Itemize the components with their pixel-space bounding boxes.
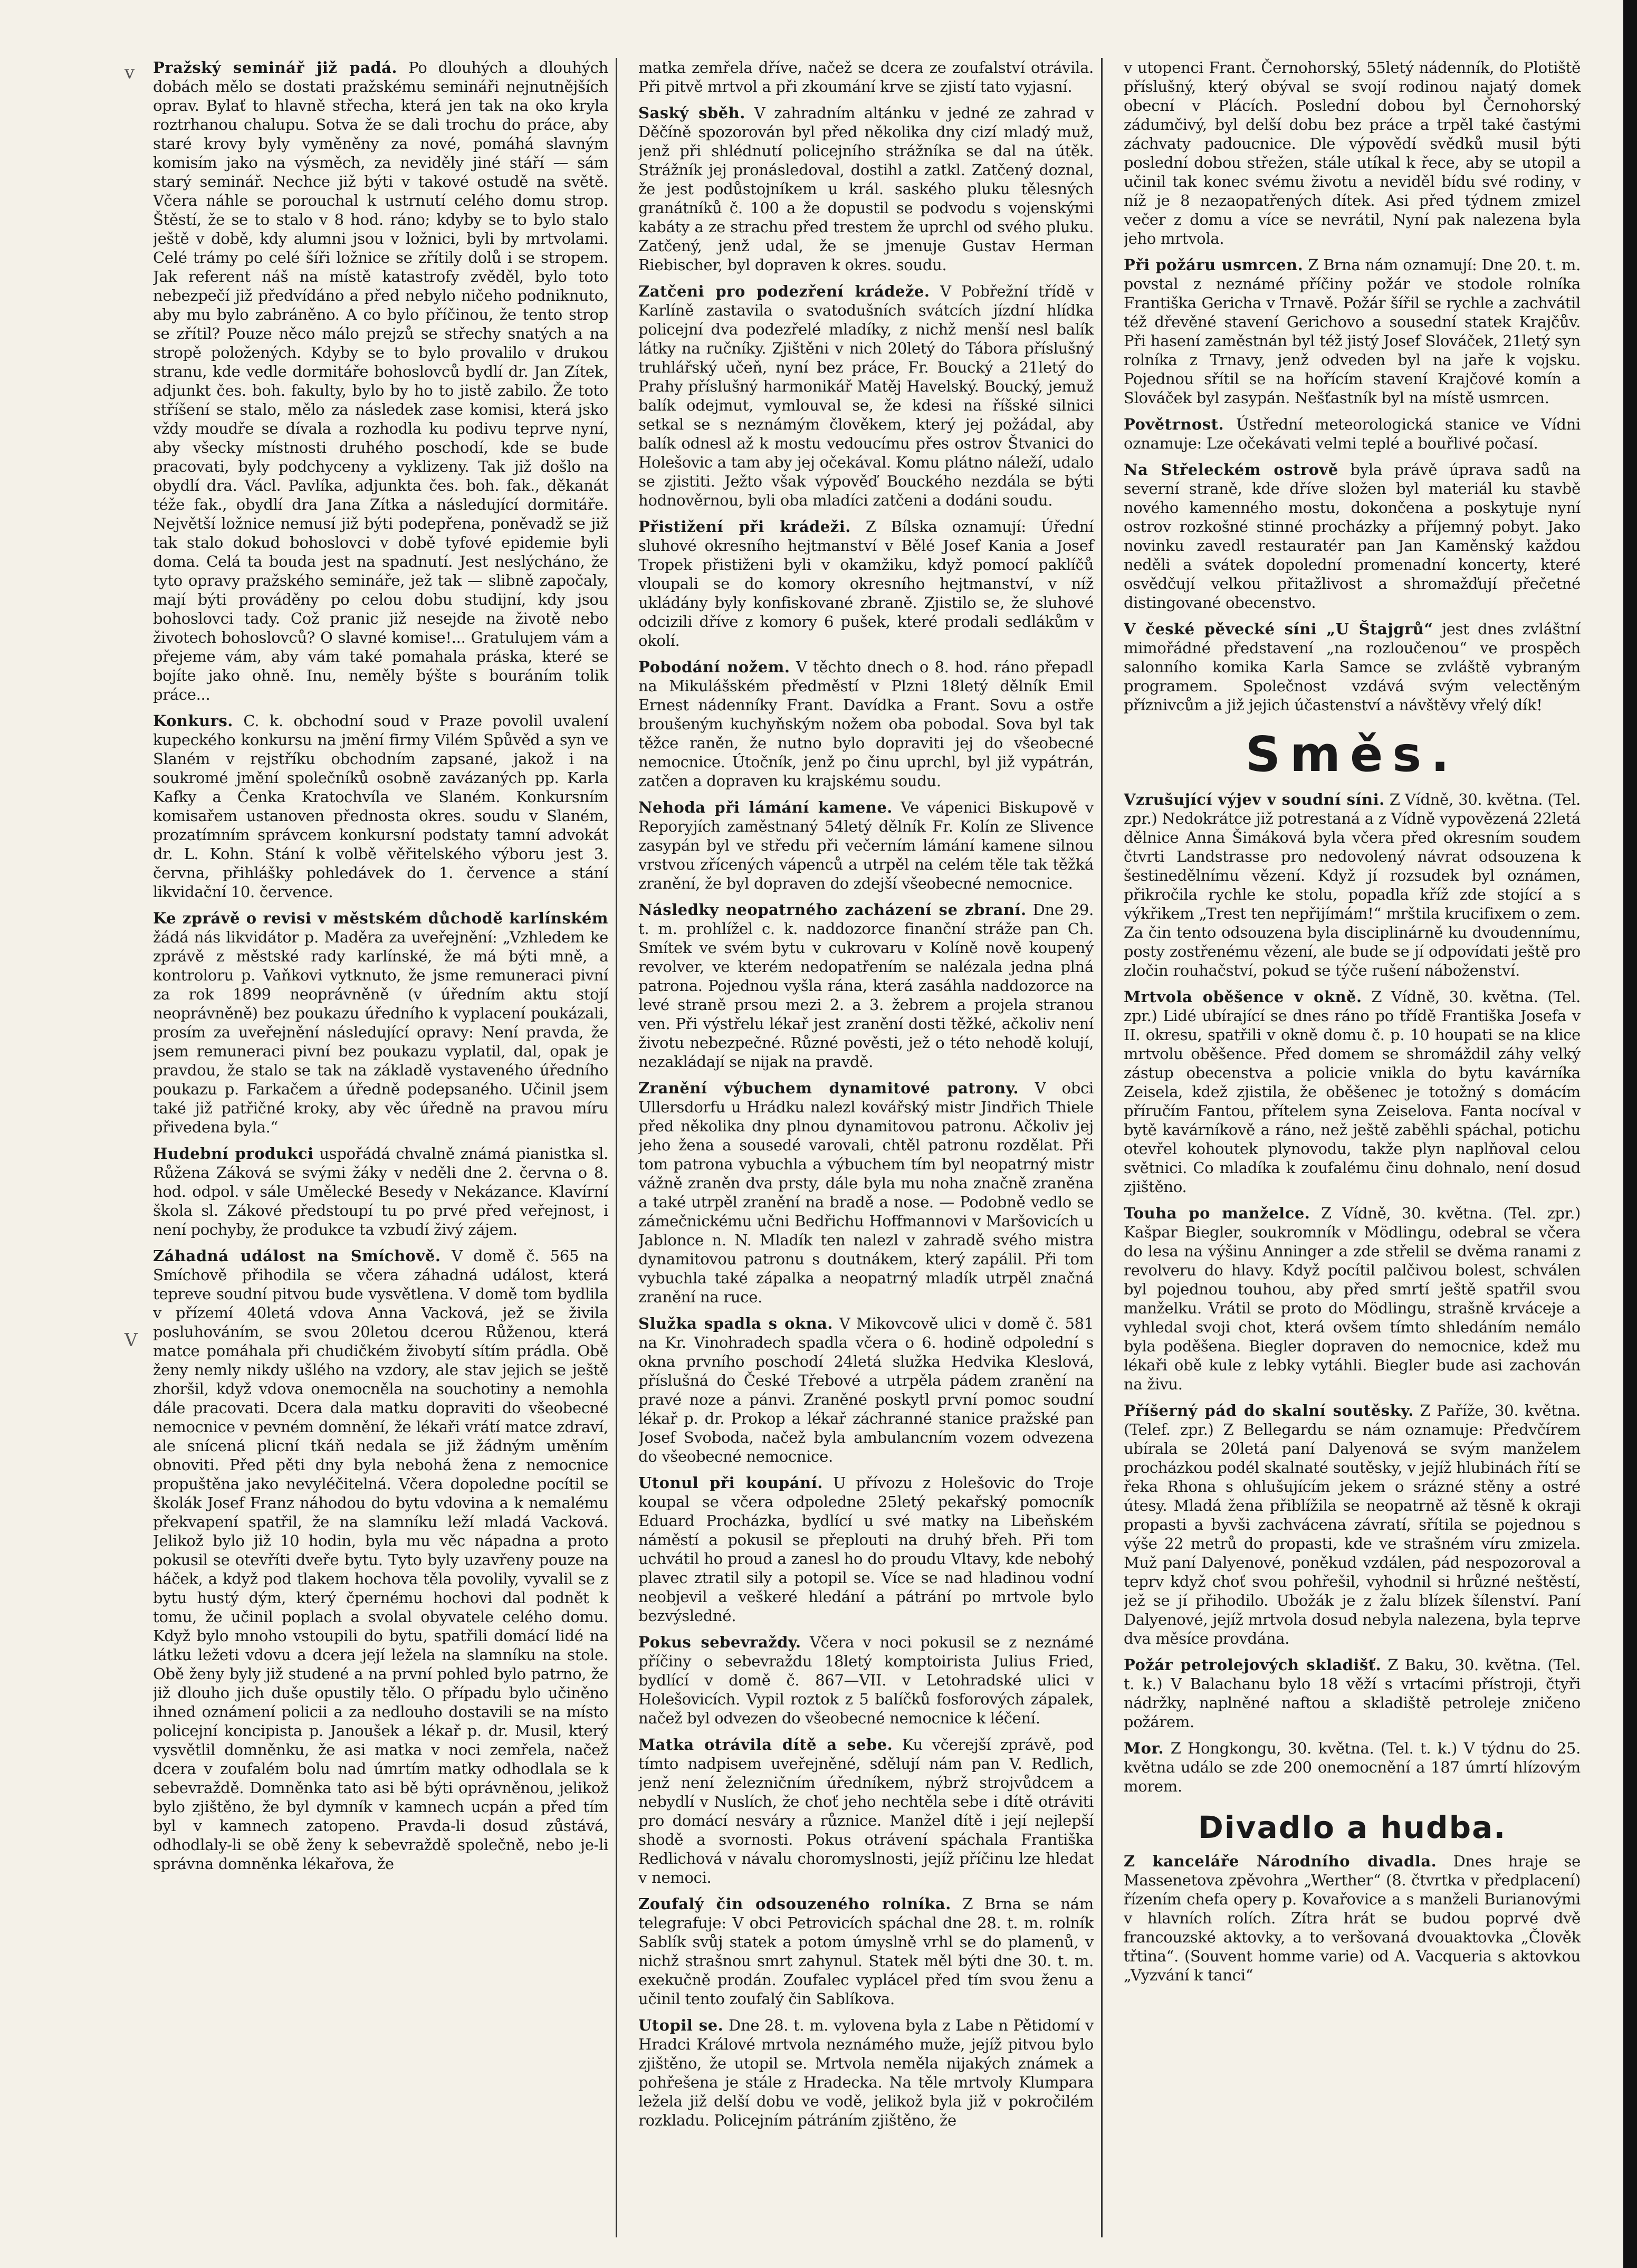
column-2 xyxy=(638,58,1103,2237)
article-text: V zahradním altánku v jedné ze zahrad v Děčíně spozorován byl před několika dny cizí mladý muž, jenž při shlédnutí policejního strážníka se dal na útěk. Strážník jej pronásledoval, dostihl a zatkl. Zatčený doznal, že jest podůstojníkem u král. saského pluku tělesných granátníků č. 100 a že dopustil se podvodu s vojenskými kabáty a ze strachu před trestem že uprchl od svého pluku. Zatčený, jenž udal, že se jmenuje Gustav Herman Riebischer, byl dopraven k okres. soudu. xyxy=(638,104,1094,274)
article xyxy=(638,1633,1094,1728)
article xyxy=(638,2016,1094,2130)
article-text: Z Brna nám oznamují: Dne 20. t. m. povstal z neznámé příčiny požár ve stodole rolníka Františka Gericha v Trnavě. Požár šířil se rychle a zachvátil též dřevěné stavení Gerichovo a sousední statek Krajčův. Při hasení zaměstnán byl též jistý Josef Slováček, 21letý syn rolníka z Trnavy, jenž odveden byl na jaře k vojsku. Pojednou sřítil se na hořícím stavení Krajčové komín a Slováček byl zasypán. Nešťastník byl na místě usmrcen. xyxy=(1124,256,1581,407)
article-headline: Z kanceláře Národního divadla. xyxy=(1124,1852,1437,1870)
article-text: uspořádá chvalně známá pianistka sl. Růžena Záková se svými žáky v neděli dne 2. června o 8. hod. odpol. v sále Umělecké Besedy v Nekázance. Klavírní škola sl. Zákové předstoupí tu po prvé před veřejnost, i není pochyby, že produkce ta vzbudí živý zájem. xyxy=(153,1145,609,1238)
article-headline: Záhadná událost na Smíchově. xyxy=(153,1247,441,1265)
article-text: Dne 29. t. m. prohlížel c. k. naddozorce finanční stráže pan Ch. Smítek ve svém bytu v cukrovaru v Kolíně nově koupený revolver, ve kterém nedopatřením se nalézala jedna plná patrona. Pojednou vyšla rána, která zasáhla naddozorce na levé straně prsou mezi 2. a 3. žebrem a projela stranou ven. Při výstřelu lékař jest zranění dosti těžké, ačkoliv není životu nebezpečné. Různé pověsti, jež o této nehodě kolují, nezakládají se nijak na pravdě. xyxy=(638,901,1094,1071)
article-headline: Následky neopatrného zacházení se zbraní. xyxy=(638,901,1027,919)
article xyxy=(1124,1401,1581,1648)
article xyxy=(1124,1852,1581,1985)
article-text: Z Vídně, 30. května. (Tel. zpr.) Nedokrátce již potrestaná a z Vídně vypovězená 22letá dělnice Anna Šimáková byla včera před okresním soudem čtvrti Landstrasse pro nedovolený návrat odsouzena k šestinedělnímu vězení. Když jí rozsudek byl oznámen, přikročila rychle ke stolu, popadla kříž zde stojící a s výkřikem „Trest ten nepřijímám!“ mrštila krucifixem o zem. Za čin tento odsouzena byla disciplinárně ku dvoudennímu, posty zostřenému vězení, ale bude se jí odpovídati ještě pro zločin rouhačství, pokud se týče rušení náboženství. xyxy=(1124,790,1581,979)
article-headline: Vzrušující výjev v soudní síni. xyxy=(1124,790,1385,808)
article-headline: Utopil se. xyxy=(638,2016,724,2034)
article-text: V Pobřežní třídě v Karlíně zastavila o svatodušních svátcích jízdní hlídka policejní dva podezřelé mladíky, z nichž menší nesl balík látky na ručníky. Zjištěni v nich 20letý do Tábora příslušný truhlářský učeň, nyní bez práce, Fr. Boucký a 21letý do Prahy příslušný harmonikář Matěj Havelský. Boucký, jemuž balík odejmut, vymlouval se, že kdesi na říšské silnici setkal se s neznámým člověkem, který jej požádal, aby balík odnesl až k mostu vedoucímu přes ostrov Štvanici do Holešovic a tam aby jej očekával. Komu plátno náleží, udalo se zjistiti. Ježto však výpověď Bouckého nezdála se býti hodnověrnou, byli oba mladíci zatčeni a dodáni soudu. xyxy=(638,282,1094,509)
article-headline: Mrtvola oběšence v okně. xyxy=(1124,988,1362,1006)
column-3 xyxy=(1124,58,1588,2237)
article-headline: V české pěvecké síni „U Štajgrů“ xyxy=(1124,620,1433,638)
article-headline: Přistižení při krádeži. xyxy=(638,518,851,536)
columns xyxy=(153,58,1600,2237)
article xyxy=(1124,1204,1581,1394)
article-text: Z Vídně, 30. května. (Tel. zpr.) Kašpar Biegler, soukromník v Mödlingu, odebral se včera do lesa na výšinu Anninger a zde střelil se dvěma ranami z revolveru do hlavy. Když pocítil palčivou bolest, schválen byl pojednou touhou, aby před smrtí ještě spatřil svou manželku. Vrátil se proto do Mödlingu, strašně krváceje a vyhledal svoji chot, která ovšem tímto shledáním nemálo byla poděšena. Biegler dopraven do nemocnice, kdež mu lékaři obě kule z lebky vytáhli. Biegler bude asi zachován na živu. xyxy=(1124,1204,1581,1393)
article-headline: Saský sběh. xyxy=(638,104,745,122)
article xyxy=(638,798,1094,893)
article xyxy=(153,58,608,704)
article xyxy=(1124,620,1581,714)
column-1 xyxy=(153,58,617,2237)
article xyxy=(638,282,1094,510)
article-text: Z Brna se nám telegrafuje: V obci Petrovicích spáchal dne 28. t. m. rolník Sablík svůj statek a potom úmyslně vrhl se do plamenů, v nichž strašnou smrt zahynul. Statek měl býti dne 30. t. m. exekučně prodán. Zoufalec vyplácel před tím svou ženu a učinil tento zoufalý čin Sablíkova. xyxy=(638,1895,1094,2008)
article-headline: Utonul při koupání. xyxy=(638,1474,823,1492)
article-text: Ve vápenici Biskupově v Reporyjích zaměstnaný 54letý dělník Fr. Kolín ze Slivence zasypán byl ve středu při večerním lámání kamene silnou vrstvou zřícených vápenců a utrpěl na celém těle tak těžká zranění, že byl dopraven do zdejší všeobecné nemocnice. xyxy=(638,798,1094,892)
margin-mark-lower: V xyxy=(125,1330,138,1351)
article xyxy=(638,1473,1094,1625)
article-headline: Pokus sebevraždy. xyxy=(638,1633,801,1651)
article-text: Ústřední meteorologická stanice ve Vídni oznamuje: Lze očekávati velmi teplé a bouřlivé počasí. xyxy=(1124,415,1581,452)
article-text: C. k. obchodní soud v Praze povolil uvalení kupeckého konkursu na jmění firmy Vilém Spůvěd a syn ve Slaném v rejstříku obchodním zapsané, jakož i na soukromé jmění společníků osobně zavázaných pp. Karla Kafky a Čenka Kratochvíla ve Slaném. Konkursním komisařem ustanoven přednosta okres. soudu v Slaném, prozatímním správcem konkursní podstaty tamní advokát dr. L. Kohn. Stání k volbě věřitelského výboru jest 3. června, přihlášky pohledávek do 1. července a stání likvidační 10. července. xyxy=(153,712,608,901)
article-headline: Zranění výbuchem dynamitové patrony. xyxy=(638,1079,1019,1097)
article xyxy=(638,58,1094,96)
article-text: U přívozu z Holešovic do Troje koupal se včera odpoledne 25letý pekařský pomocník Eduard Procházka, bydlící u své matky na Libeňském náměstí a pokusil se přeplouti na druhý břeh. Při tom uchvátil ho proud a zanesl ho do proudu Vltavy, kde nebohý plavec ztratil sily a potopil se. Více se nad hladinou vodní neobjevil a veškeré hledání a pátrání po mrtvole bylo bezvýsledné. xyxy=(638,1474,1094,1625)
article-text: jest dnes zvláštní mimořádné představení „na rozloučenou“ ve prospěch salonního komika Karla Samce se zvláště vybraným programem. Společnost vzdává svým velectěným příznivcům a již jejich účastenství a návštěvy vřelý dík! xyxy=(1124,620,1581,714)
article-text: Z Paříže, 30. května. (Telef. zpr.) Z Bellegardu se nám oznamuje: Předvčírem ubírala se 20letá paní Dalyenová se svým manželem procházkou podél skalnaté soutěsky, v jejíž hlubinách řítí se řeka Rhona s ohlušujícím jekem o srázné stěny a ostré útesy. Mladá žena přiblížila se neopatrně až těsně k okraji propasti a byvši zachvácena závratí, sřítila se pojednou s výše 22 metrů do propasti, kde ve strašném víru zmizela. Muž paní Dalyenové, poněkud vzdálen, pád nespozoroval a teprv když choť svou pohřešil, vyhodnil si hrůzné neštěstí, jež se jí přihodilo. Ubožák je z žalu blízek šílenství. Paní Dalyenové, jejíž mrtvola dosud nebyla nalezena, byla teprve dva měsíce provdána. xyxy=(1124,1402,1581,1647)
article-text: Z Hongkongu, 30. května. (Tel. t. k.) V týdnu do 25. května událo se zde 200 onemocnění a 187 úmrtí hlízovým morem. xyxy=(1124,1739,1581,1795)
article-text: V obci Ullersdorfu u Hrádku nalezl kovářský mistr Jindřich Thiele před několika dny plnou dynamitovou patronu. Ačkoliv jej jeho žena a sousedé varovali, chtěl patronu rozdělat. Při tom patrona vybuchla a výbuchem tím byl neopatrný mistr vážně zraněn dva prsty, dále byla mu noha značně zraněna a také utrpěl zranění na bradě a nose. — Podobně vedlo se zámečnickému učni Bedřichu Hoffmannovi v Maršovicích u Jablonce n. N. Mladík ten nalezl v zahradě svého mistra dynamitovou patronu s doutnákem, který zapálil. Při tom vybuchla také zápalka a neopatrný mladík utrpěl značná zranění na ruce. xyxy=(638,1079,1094,1306)
article-text: byla právě úprava sadů na severní straně, kde dříve složen byl materiál ku stavbě nového kamenného mostu, dokončena a poskytuje nyní ostrov rozkošné stinné procházky a příjemný pobyt. Jako novinku zavedl restauratér pan Jan Kaměnský každou neděli a svátek dopolední promenadní koncerty, které osvědčují velkou přitažlivost a shromažďují přečetné distingované obecenstvo. xyxy=(1124,461,1581,612)
section-title: Směs. xyxy=(1245,726,1459,783)
scan-border xyxy=(1623,0,1637,2268)
article-headline: Nehoda při lámání kamene. xyxy=(638,798,893,816)
article-headline: Mor. xyxy=(1124,1739,1164,1757)
article xyxy=(1124,460,1581,612)
article-headline: Pobodání nožem. xyxy=(638,658,790,676)
article xyxy=(1124,1655,1581,1731)
margin-mark-top: v xyxy=(125,62,135,83)
article-headline: Při požáru usmrcen. xyxy=(1124,256,1304,274)
article-text: Po dlouhých a dlouhých dobách mělo se dostati pražskému semináři nejnutnějších oprav. Bylať to hlavně střecha, která jen tak na oko kryla roztrhanou chalupu. Sotva že se dali trochu do práce, aby staré krovy byly vyměněny za nové, pomáhá slavným komisím jako na výsměch, za neviděly jiné stáří — sám starý seminář. Nechce již býti v takové ostudě na světě. Včera náhle se porouchal k ustrnutí celého domu strop. Štěstí, že se to stalo v 8 hod. ráno; kdyby se to bylo stalo ještě v době, kdy alumni jsou v ložnici, byli by mrtvolami. Celé trámy po celé šíři ložnice se zřítily dolů i se stropem. Jak referent náš na místě katastrofy zvěděl, bylo toto nebezpečí již předvídáno a před nebylo ničeho podniknuto, aby mu bylo zabráněno. A co bylo příčinou, že tento strop se zřítil? Pouze něco málo prejzů se střechy snatých a na stropě položených. Kdyby se to bylo provalilo v drukou stranu, kde vedle dormitáře bohoslovců bydlí dr. Jan Zítek, adjunkt čes. boh. fakulty, bylo by ho to jistě zabilo. Že toto stříšení se stalo, mělo za následek zase komisi, která jsko vždy moudře se dívala a rozhodla ku podivu teprve nyní, aby všecky místnosti druhého poschodí, kde se bude pracovati, byly podchyceny a vyklizeny. Tak již došlo na obydlí dra. Václ. Pavlíka, adjunkta čes. boh. fak., děkanát téže fak., obydlí dra Jana Zítka a následující dormitáře. Největší ložnice nemusí již býti podepřena, poněvadž se již tak stalo dokud bohoslovci v době tyfové epidemie byli doma. Celá ta bouda jest na spadnutí. Jest neslýcháno, že tyto opravy pražského semináře, jež tak — slibně započaly, mají býti prováděny po celou dobu studijní, kdy jsou bohoslovci tady. Což pranic již nesejde na životě nebo životech bohoslovců? O slavné komise!... Gratulujem vám a přejeme vám, aby vám také pomahala práska, které se bojíte jako ohně. Inu, neměly býšte s bouráním tolik práce... xyxy=(153,59,608,703)
article-headline: Konkurs. xyxy=(153,712,233,730)
article-text: v utopenci Frant. Černohorský, 55letý nádenník, do Plotiště příslušný, který obýval se svojí rodinou najatý domek obecní v Plácích. Poslední dobou byl Černohorský zádumčivý, byl delší dobu bez práce a trpěl také častými záchvaty padoucnice. Dle výpovědí svědků musil býti poslední dobou střežen, stále utíkal k řece, aby se utopil a učinil tak konec svému životu a neviděl bídu své rodiny, v níž je 8 nezaopatřených dítek. Asi před týdnem zmizel večer z domu a více se nevrátil, Nyní pak nalezena byla jeho mrtvola. xyxy=(1124,59,1581,247)
article-headline: Ke zprávě o revisi v městském důchodě karlínském xyxy=(153,909,608,927)
article-text: Dnes hraje se Massenetova zpěvohra „Werther“ (8. čtvrtka v předplacení) řízením chefa opery p. Kovařovice a s manželi Burianovými v hlavních rolích. Zítra hrát se budou poprvé dvě francouzské aktovky, a to veršovaná dvouaktovka „Člověk třtina“. (Souvent homme varie) od A. Vacqueria s aktovkou „Vyzvání k tanci“ xyxy=(1124,1852,1581,1984)
article xyxy=(638,103,1094,274)
article-headline: Matka otrávila dítě a sebe. xyxy=(638,1736,893,1754)
article-headline: Zoufalý čin odsouzeného rolníka. xyxy=(638,1895,951,1913)
article-headline: Požár petrolejových skladišť. xyxy=(1124,1656,1382,1674)
article-headline: Na Střeleckém ostrově xyxy=(1124,461,1338,479)
article-headline: Hudební produkci xyxy=(153,1145,314,1162)
article-headline: Pražský seminář již padá. xyxy=(153,59,398,77)
article-text: V těchto dnech o 8. hod. ráno přepadl na Mikulášském předměstí v Plzni 18letý dělník Emil Ernest nádenníky Frant. Davídka a Frant. Sovu a ostře broušeným kuchyňským nožem oba pobodal. Sova byl tak těžce raněn, že nutno bylo dopraviti jej do všeobecné nemocnice. Útočník, jenž po činu uprchl, byl již vypátrán, zatčen a dopraven ku krajskému soudu. xyxy=(638,658,1094,790)
article-text: Z Bílska oznamují: Úřední sluhové okresního hejtmanství v Bělé Josef Kania a Josef Tropek přistiženi byli v okamžiku, když pomocí paklíčů vloupali se do komory okresního hejtmanství, v níž ukládány byly konfiskované zbraně. Zjistilo se, že sluhové odcizili dříve z komory 6 pušek, které prodali sedlákům v okolí. xyxy=(638,518,1094,650)
article xyxy=(638,1735,1094,1887)
article xyxy=(638,657,1094,790)
article xyxy=(638,900,1094,1071)
article-text: V domě č. 565 na Smíchově přihodila se včera záhadná událost, která tepreve soudní pitvou bude vysvětlena. V domě tom bydlila v přízemí 40letá vdova Anna Vacková, jež se živila posluhováním, se svou 20letou dcerou Růženou, která matce pomáhala při chudičkém živobytí sítím prádla. Obě ženy nemly nikdy ušlého na vzdory, ale stav jejich se ještě zhoršil, když vdova onemocněla na souchotiny a nemohla dále pracovati. Dcera dala matku dopraviti do všeobecné nemocnice v pevném domnění, že lékaři vrátí matce zdraví, ale snícená plicní tkáň nedala se již žádným uměním obnoviti. Před pěti dny byla nebohá žena z nemocnice propuštěna jako nevyléčitelná. Včera dopoledne pocítil se školák Josef Franz náhodou do bytu vdovina a k nemalému překvapení spatřil, že na slamníku leží mladá Vacková. Jelikož bylo již 10 hodin, byla mu věc nápadna a proto pokusil se otevříti dveře bytu. Tyto byly uzavřeny pouze na háček, a když pod tlakem hochova těla povolily, vyvalil se z bytu hustý dým, který čpernému hochovi dal podnět k tomu, že učinil poplach a svolal obyvatele celého domu. Když bylo mnoho vstoupili do bytu, spatřili domácí lidé na látku ležeti vdovu a dcera její ležela na slamníku na stole. Obě ženy byly již studené a na první pohled bylo patrno, že již dlouho jich duše opustily tělo. O případu bylo učiněno ihned oznámení policii a za nedlouho dostavili se na místo policejní koncipista p. Janoušek a lékař p. dr. Musil, který vysvětlil domněnku, že asi matka v noci zemřela, načež dcera v zoufalém bolu nad úmrtím matky odhodlala se k sebevraždě. Domněnka tato asi bě býti oprávněnou, jelikož bylo zjištěno, že byl dymník v kamnech ucpán a před tím byl v kamnech zatopeno. Pravda-li dosud zůstává, odhodlaly-li se obě ženy k sebevraždě společně, nebo je-li správna domněnka lékařova, že xyxy=(153,1247,609,1873)
article-text: Ku včerejší zprávě, pod tímto nadpisem uveřejněné, sdělují nám pan V. Redlich, jenž není železničním úředníkem, nýbrž strojvůdcem a nebydlí v Nuslích, že choť jeho nechtěla sebe i dítě otráviti pro domácí nesváry a různice. Manžel dítě i její nejlepší shodě a svornosti. Pokus otrávení spáchala Františka Redlichová v návalu choromyslnosti, jejíž příčinu lze hledat v nemoci. xyxy=(638,1736,1094,1886)
article-text: matka zemřela dříve, načež se dcera ze zoufalství otrávila. Při pitvě mrtvol a při zkoumání krve se zjistí tato vyjasní. xyxy=(638,59,1094,96)
article-text: Dne 28. t. m. vylovena byla z Labe n Pětidomí v Hradci Králové mrtvola neznámého muže, jejíž pitvou bylo zjištěno, že utopil se. Mrtvola neměla nijakých známek a pohřešena je stále z Hradecka. Na těle mrtvoly Klumpara ležela již delší dobu ve vodě, jelikož byla již v pokročilém rozkladu. Policejním pátráním zjištěno, že xyxy=(638,2016,1094,2129)
article xyxy=(1124,790,1581,980)
article-text: Včera v noci pokusil se z neznámé příčiny o sebevraždu 18letý komptoirista Julius Fried, bydlící v domě č. 867—VII. v Letohradské ulici v Holešovicích. Vypil roztok z 5 balíčků fosforových zápalek, načež byl odvezen do všeobecné nemocnice k léčení. xyxy=(638,1633,1094,1727)
article-text: V Mikovcově ulici v domě č. 581 na Kr. Vinohradech spadla včera o 6. hodině odpolední s okna prvního poschodí 24letá služka Hedvika Kleslová, příslušná do České Třebové a utrpěla pádem zranění na pravé noze a pánvi. Zraněné poskytl první pomoc soudní lékař p. dr. Prokop a lékař záchranné stanice pražské pan Josef Svoboda, načež byla ambulancním vozem odvezena do všeobecné nemocnice. xyxy=(638,1314,1094,1465)
article-headline: Touha po manželce. xyxy=(1124,1204,1310,1222)
article xyxy=(638,517,1094,650)
section-title: Divadlo a hudba. xyxy=(1198,1809,1507,1845)
article xyxy=(153,711,608,901)
article xyxy=(1124,255,1581,407)
article-text: Z Vídně, 30. května. (Tel. zpr.) Lidé ubírající se dnes ráno po třídě Františka Josefa v II. okresu, spatřili v okně domu č. p. 10 houpati se na klice mrtvolu oběšence. Před domem se shromáždil záhy velký zástup obecenstva a policie vnikla do bytu kavárníka Zeisela, kdež zjistila, že oběšenec je totožný s domácím příručím Fantou, přítelem syna Zeiselova. Fanta nocíval v bytě kavárníkově a ráno, než ještě zaběhli spáchal, potichu otevřel kohoutek plynovodu, takže plyn naplňoval celou světnici. Co mladíka k zoufalému činu dohnalo, není dosud zjištěno. xyxy=(1124,988,1581,1196)
article xyxy=(638,1894,1094,2008)
article xyxy=(1124,58,1581,248)
article xyxy=(153,1246,608,1873)
article xyxy=(1124,1739,1581,1796)
article-text: Z Baku, 30. května. (Tel. t. k.) V Balachanu bylo 18 věží s vrtacími přístroji, čtyři nádržky, naplněné naftou a skladiště petroleje zničeno požárem. xyxy=(1124,1656,1581,1731)
article xyxy=(1124,415,1581,453)
article xyxy=(638,1314,1094,1466)
article-headline: Povětrnost. xyxy=(1124,415,1224,433)
article xyxy=(1124,987,1581,1196)
article-headline: Služka spadla s okna. xyxy=(638,1314,833,1332)
article-headline: Příšerný pád do skalní soutěsky. xyxy=(1124,1402,1414,1419)
article xyxy=(153,1144,608,1239)
article xyxy=(153,909,608,1137)
article-text: žádá nás likvidátor p. Maděra za uveřejnění: „Vzhledem ke zprávě z městské rady karlínské, že má býti mně, a kontroloru p. Vaňkovi vytknuto, že jsme remuneraci pivní za rok 1899 neoprávněně (v úředním aktu stojí neoprávněně) bez poukazu úředního k vyplacení poukázali, prosím za uveřejnění následující opravy: Není pravda, že jsem remuneraci pivní bez poukazu vyplatil, dal, opak je pravdou, že stalo se tak na základě vystaveného úředního poukazu p. Farkačem a úředně podepsaného. Učinil jsem také již patřičné kroky, aby věc úředně na pravou míru přivedena byla.“ xyxy=(153,928,608,1136)
article-headline: Zatčeni pro podezření krádeže. xyxy=(638,282,930,300)
article xyxy=(638,1079,1094,1307)
